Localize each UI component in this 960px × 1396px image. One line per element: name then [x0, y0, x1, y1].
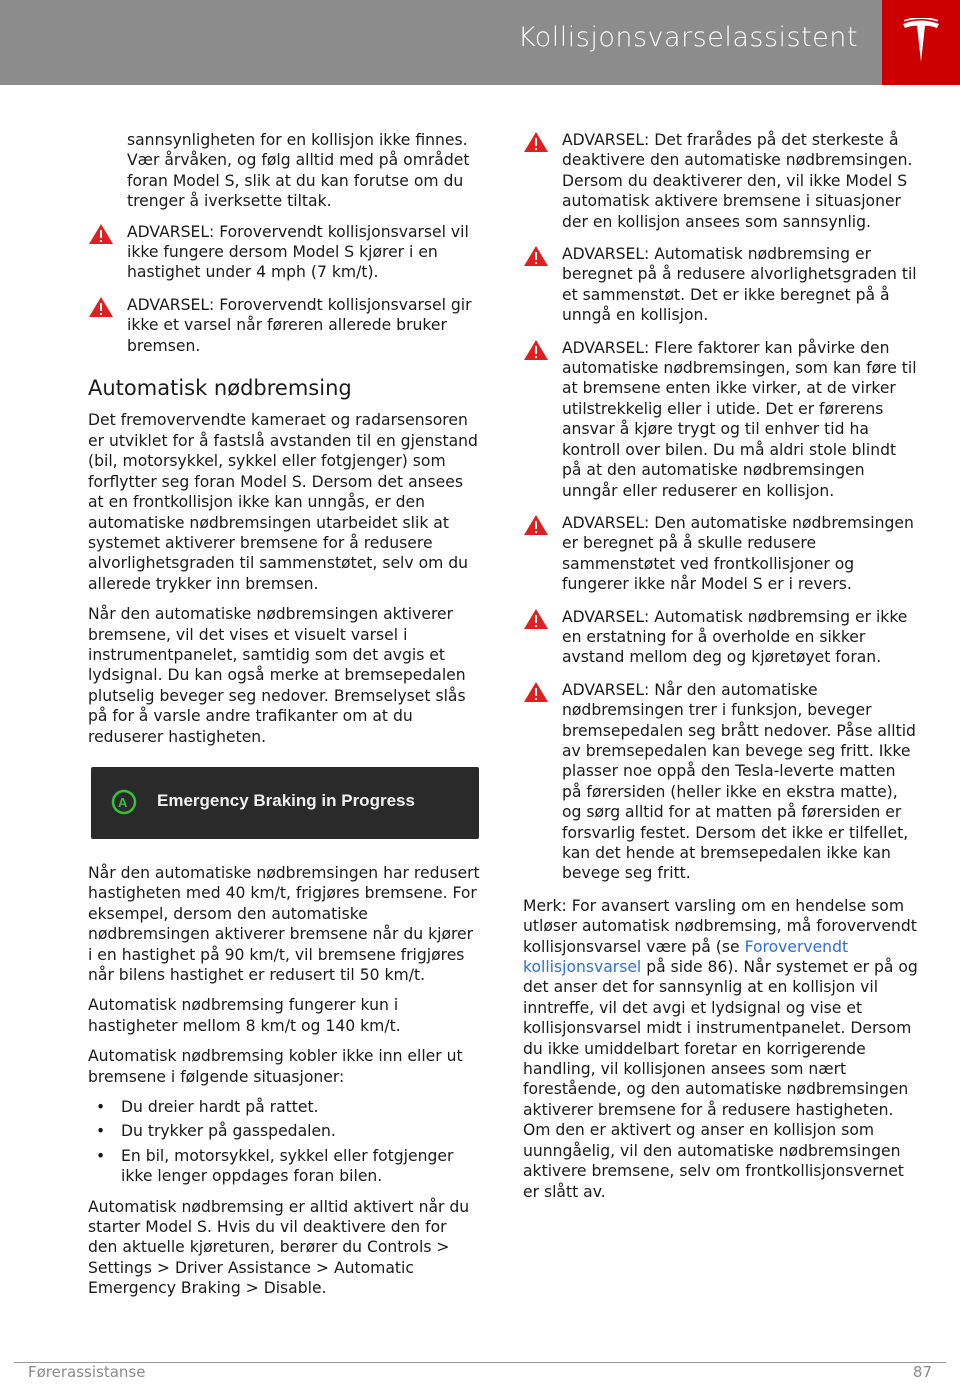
note-text: Merk: For avansert varsling om en hendelse som utløser automatisk nødbremsing, må forovervendt kollisjonsvarsel være på (se [523, 896, 917, 956]
warning-text: ADVARSEL: Det frarådes på det sterkeste å deaktivere den automatiske nødbremsingen. Dersom du deaktiverer den, vil ikke Model S automatisk aktivere bremsene i situasjoner der en kollisjon ansees som sannsynlig. [562, 131, 913, 231]
cross-reference-link[interactable]: Forovervendt kollisjonsvarsel [523, 937, 849, 977]
list-item: • En bil, motorsykkel, sykkel eller fotgjenger ikke lenger oppdages foran bilen. [88, 1146, 480, 1187]
aeb-icon-letter: A [118, 794, 128, 810]
banner-text: Emergency Braking in Progress [157, 790, 415, 810]
paragraph: Automatisk nødbremsing er alltid aktivert når du starter Model S. Hvis du vil deaktivere den for den aktuelle kjøreturen, berører du Controls > Settings > Driver Assistance > Automatic Emergency Braking > Disable. [88, 1197, 470, 1298]
paragraph: Automatisk nødbremsing fungerer kun i hastigheter mellom 8 km/t og 140 km/t. [88, 996, 401, 1035]
tesla-logo-icon [900, 18, 942, 64]
left-column [88, 130, 480, 1309]
bullet-list [88, 1097, 480, 1187]
note-text: på side 86). Når systemet er på og det anser det for sannsynlig at en kollisjon vil inntreffe, vil det avgi et lydsignal og vise et kollisjonsvarsel midt i instrumentpanelet. Dersom du ikke umiddelbart foretar en korrigerende handling, vil kollisjonen ansees som nært forestående, og den automatiske nødbremsingen aktiverer bremsene for å redusere hastigheten. Om den er aktivert og anser en kollisjon som uunngåelig, vil den automatiske nødbremsingen aktivere bremsene, selv om frontkollisjonsvernet er slått av. [523, 958, 918, 1201]
warning-text: ADVARSEL: Automatisk nødbremsing er beregnet på å redusere alvorlighetsgraden til et sammenstøt. Det er ikke beregnet på å unngå en kollisjon. [562, 245, 917, 325]
list-item: • Du dreier hardt på rattet. [88, 1097, 480, 1117]
warning-text: ADVARSEL: Flere faktorer kan påvirke den automatiske nødbremsingen, som kan føre til at bremsene enten ikke virker, at de virker utilstrekkelig eller i utide. Det er førerens ansvar å kjøre trygt og til enhver tid ha kontroll over bilen. Du må aldri stole blindt på at den automatiske nødbremsingen unngår eller reduserer en kollisjon. [562, 338, 917, 500]
right-column [523, 130, 918, 1212]
warning-text: ADVARSEL: Automatisk nødbremsing er ikke en erstatning for å overholde en sikker avstand mellom deg og kjøretøyet foran. [562, 607, 908, 667]
warning-block [523, 130, 918, 232]
warning-block [88, 222, 480, 283]
paragraph: Når den automatiske nødbremsingen har redusert hastigheten med 40 km/t, frigjøres bremsene. For eksempel, dersom den automatiske nødbremsingen aktiverer bremsene når du kjører i en hastighet på 90 km/t, vil bremsene frigjøres når bilens hastighet er redusert til 50 km/t. [88, 863, 480, 984]
page-number: 87 [912, 1363, 932, 1381]
note-paragraph [523, 896, 918, 1202]
footer-divider [14, 1362, 946, 1363]
paragraph: Automatisk nødbremsing kobler ikke inn eller ut bremsene i følgende situasjoner: [88, 1047, 463, 1086]
warning-triangle-icon [523, 339, 549, 361]
warning-block [523, 513, 918, 595]
paragraph: Det fremovervendte kameraet og radarsensoren er utviklet for å fastslå avstanden til en gjenstand (bil, motorsykkel, sykkel eller fotgjenger) som forflytter seg foran Model S. Dersom det ansees at en frontkollisjon ikke kan unngås, er den automatiske nødbremsingen utarbeidet slik at systemet aktiverer bremsene for å redusere alvorlighetsgraden til sammenstøtet, selv om du allerede trykker inn bremsen. [88, 411, 478, 593]
warning-block [523, 338, 918, 501]
list-item: • Du trykker på gasspedalen. [88, 1121, 480, 1141]
warning-block [88, 295, 480, 356]
warning-triangle-icon [523, 245, 549, 267]
warning-text: ADVARSEL: Forovervendt kollisjonsvarsel vil ikke fungere dersom Model S kjører i en hastighet under 4 mph (7 km/t). [127, 222, 469, 282]
warning-block [523, 607, 918, 668]
section-heading: Automatisk nødbremsing [88, 376, 352, 401]
warning-text: ADVARSEL: Forovervendt kollisjonsvarsel gir ikke et varsel når føreren allerede bruker bremsen. [127, 295, 472, 355]
emergency-braking-banner [91, 767, 479, 839]
warning-triangle-icon [523, 514, 549, 536]
warning-triangle-icon [523, 131, 549, 153]
paragraph: Når den automatiske nødbremsingen aktiverer bremsene, vil det vises et visuelt varsel i instrumentpanelet, samtidig som det avgis et lydsignal. Du kan også merke at bremsepedalen plutselig beveger seg nedover. Bremselyset slås på for å varsle andre trafikanter om at du reduserer hastigheten. [88, 605, 466, 746]
warning-block [523, 244, 918, 326]
continued-paragraph: sannsynligheten for en kollisjon ikke finnes. Vær årvåken, og følg alltid med på området foran Model S, slik at du kan forutse om du trenger å iverksette tiltak. [127, 131, 470, 211]
warning-triangle-icon [88, 223, 114, 245]
chapter-title: Kollisjonsvarselassistent [517, 22, 858, 53]
tesla-logo [882, 0, 960, 85]
warning-triangle-icon [88, 296, 114, 318]
footer-section: Førerassistanse [28, 1363, 146, 1381]
warning-text: ADVARSEL: Når den automatiske nødbremsingen trer i funksjon, beveger bremsepedalen seg brått nedover. Påse alltid av bremsepedalen kan bevege seg fritt. Ikke plasser noe oppå den Tesla-leverte matten på førersiden (heller ikke en ekstra matte), og sørg alltid for at matten på førersiden er forsvarlig festet. Dersom det ikke er tilfellet, kan det hende at bremsepedalen ikke kan bevege seg fritt. [562, 680, 916, 883]
warning-triangle-icon [523, 681, 549, 703]
warning-text: ADVARSEL: Den automatiske nødbremsingen er beregnet på å skulle redusere sammenstøtet ved frontkollisjoner og fungerer ikke når Model S er i revers. [562, 513, 914, 594]
warning-block [523, 680, 918, 884]
warning-triangle-icon [523, 608, 549, 630]
page-header [0, 0, 960, 85]
